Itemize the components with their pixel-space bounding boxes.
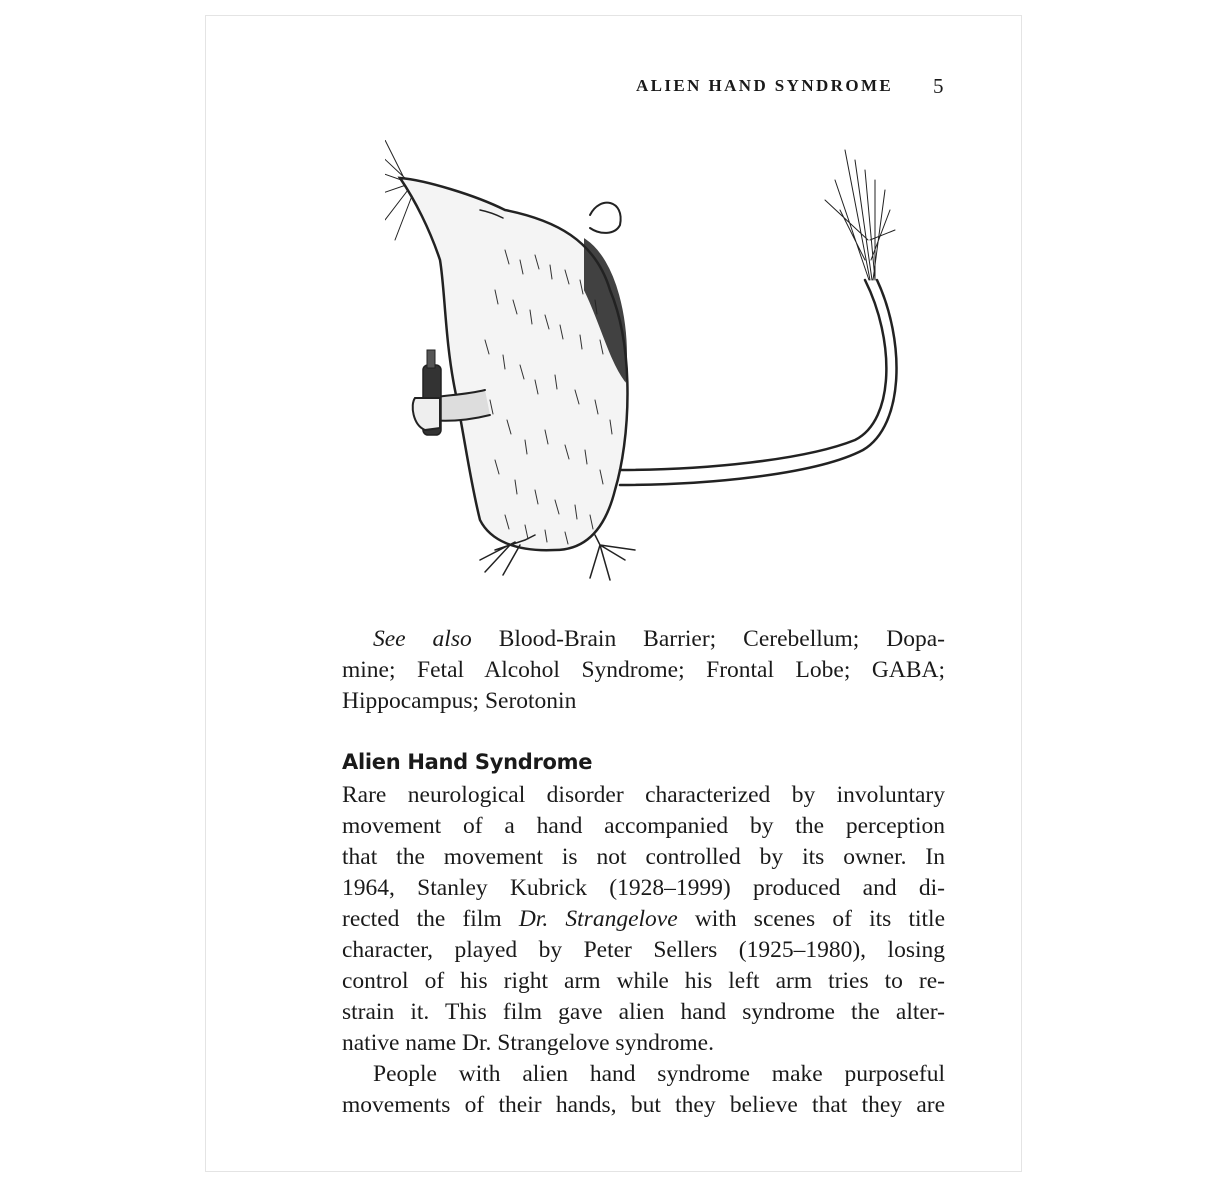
entry-body [342,780,945,1121]
film-title: Dr. Strangelove [518,906,678,932]
text-line: Rare neurological disorder characterized by involuntary [342,782,945,808]
text-line: strain it. This film gave alien hand syndrome the alter- [342,999,945,1025]
cross-references: Blood-Brain Barrier; Cerebellum; Dopa- [471,626,945,652]
shrew-illustration [385,140,905,590]
entry-heading: Alien Hand Syndrome [342,750,593,774]
text-line: Hippocampus; Serotonin [342,688,577,714]
text-line: movement of a hand accompanied by the perception [342,813,945,839]
see-also-paragraph [342,624,945,717]
text-line: native name Dr. Strangelove syndrome. [342,1030,714,1056]
running-head: ALIEN HAND SYNDROME [636,76,894,95]
tail-tuft [825,150,895,280]
ear [590,203,621,233]
text-line [342,624,945,655]
see-also-label: See also [373,626,472,652]
text-line: 1964, Stanley Kubrick (1928–1999) produced and di- [342,875,945,901]
text-line: movements of their hands, but they believe that they are [342,1092,945,1118]
text-line: People with alien hand syndrome make purposeful [373,1061,945,1087]
page-number: 5 [933,74,944,98]
text-line: mine; Fetal Alcohol Syndrome; Frontal Lobe; GABA; [342,657,945,683]
tail [620,280,897,485]
text-segment: rected the film [342,906,519,932]
text-line: character, played by Peter Sellers (1925–1980), losing [342,937,945,963]
text-line: control of his right arm while his left arm tries to re- [342,968,945,994]
text-line [342,904,945,935]
text-line: that the movement is not controlled by its owner. In [342,844,945,870]
text-segment: with scenes of its title [677,906,946,932]
